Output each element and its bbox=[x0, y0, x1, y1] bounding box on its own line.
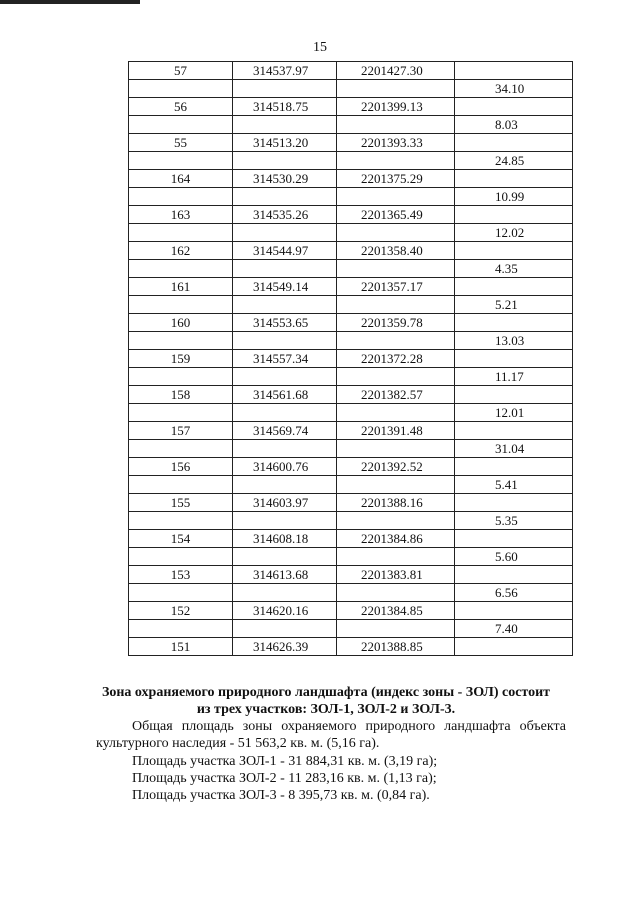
table-row bbox=[129, 638, 573, 656]
area-1-line: Площадь участка ЗОЛ-1 - 31 884,31 кв. м. (3,19 га); bbox=[132, 754, 438, 769]
area-3-line: Площадь участка ЗОЛ-3 - 8 395,73 кв. м. (0,84 га). bbox=[132, 788, 430, 803]
table-row bbox=[129, 206, 573, 224]
y-coordinate-cell: 2201427.30 bbox=[337, 62, 455, 80]
y-coordinate-cell bbox=[337, 260, 455, 278]
y-coordinate-cell bbox=[337, 116, 455, 134]
table-row bbox=[129, 62, 573, 80]
table-row bbox=[129, 260, 573, 278]
x-coordinate-cell: 314603.97 bbox=[233, 494, 337, 512]
distance-cell bbox=[455, 170, 573, 188]
distance-cell: 7.40 bbox=[455, 620, 573, 638]
y-coordinate-cell bbox=[337, 512, 455, 530]
point-number-cell: 154 bbox=[129, 530, 233, 548]
y-coordinate-cell bbox=[337, 404, 455, 422]
page-number: 15 bbox=[313, 40, 327, 55]
coordinates-table bbox=[128, 61, 573, 656]
y-coordinate-cell: 2201359.78 bbox=[337, 314, 455, 332]
distance-cell: 5.21 bbox=[455, 296, 573, 314]
y-coordinate-cell bbox=[337, 188, 455, 206]
point-number-cell bbox=[129, 548, 233, 566]
y-coordinate-cell bbox=[337, 620, 455, 638]
coordinates-table-body bbox=[129, 62, 573, 656]
distance-cell bbox=[455, 386, 573, 404]
x-coordinate-cell bbox=[233, 620, 337, 638]
table-row bbox=[129, 386, 573, 404]
table-row bbox=[129, 80, 573, 98]
distance-cell: 12.01 bbox=[455, 404, 573, 422]
x-coordinate-cell: 314513.20 bbox=[233, 134, 337, 152]
distance-cell bbox=[455, 134, 573, 152]
table-row bbox=[129, 314, 573, 332]
table-row bbox=[129, 602, 573, 620]
distance-cell: 5.35 bbox=[455, 512, 573, 530]
x-coordinate-cell: 314620.16 bbox=[233, 602, 337, 620]
point-number-cell: 155 bbox=[129, 494, 233, 512]
table-row bbox=[129, 458, 573, 476]
table-row bbox=[129, 422, 573, 440]
distance-cell: 10.99 bbox=[455, 188, 573, 206]
x-coordinate-cell bbox=[233, 584, 337, 602]
y-coordinate-cell: 2201365.49 bbox=[337, 206, 455, 224]
x-coordinate-cell: 314557.34 bbox=[233, 350, 337, 368]
y-coordinate-cell bbox=[337, 224, 455, 242]
table-row bbox=[129, 188, 573, 206]
x-coordinate-cell: 314553.65 bbox=[233, 314, 337, 332]
distance-cell: 12.02 bbox=[455, 224, 573, 242]
point-number-cell: 159 bbox=[129, 350, 233, 368]
distance-cell bbox=[455, 422, 573, 440]
table-row bbox=[129, 620, 573, 638]
y-coordinate-cell bbox=[337, 296, 455, 314]
point-number-cell: 152 bbox=[129, 602, 233, 620]
x-coordinate-cell: 314544.97 bbox=[233, 242, 337, 260]
point-number-cell: 153 bbox=[129, 566, 233, 584]
point-number-cell bbox=[129, 368, 233, 386]
point-number-cell bbox=[129, 512, 233, 530]
point-number-cell: 163 bbox=[129, 206, 233, 224]
point-number-cell bbox=[129, 260, 233, 278]
table-row bbox=[129, 296, 573, 314]
y-coordinate-cell: 2201399.13 bbox=[337, 98, 455, 116]
distance-cell bbox=[455, 350, 573, 368]
point-number-cell: 57 bbox=[129, 62, 233, 80]
x-coordinate-cell bbox=[233, 512, 337, 530]
distance-cell: 6.56 bbox=[455, 584, 573, 602]
point-number-cell: 151 bbox=[129, 638, 233, 656]
point-number-cell: 55 bbox=[129, 134, 233, 152]
x-coordinate-cell bbox=[233, 476, 337, 494]
distance-cell bbox=[455, 62, 573, 80]
point-number-cell: 156 bbox=[129, 458, 233, 476]
y-coordinate-cell: 2201388.16 bbox=[337, 494, 455, 512]
y-coordinate-cell bbox=[337, 152, 455, 170]
distance-cell bbox=[455, 638, 573, 656]
distance-cell bbox=[455, 530, 573, 548]
point-number-cell bbox=[129, 116, 233, 134]
point-number-cell bbox=[129, 296, 233, 314]
point-number-cell: 160 bbox=[129, 314, 233, 332]
table-row bbox=[129, 350, 573, 368]
distance-cell: 5.60 bbox=[455, 548, 573, 566]
x-coordinate-cell: 314613.68 bbox=[233, 566, 337, 584]
distance-cell: 11.17 bbox=[455, 368, 573, 386]
x-coordinate-cell bbox=[233, 224, 337, 242]
point-number-cell bbox=[129, 152, 233, 170]
point-number-cell: 157 bbox=[129, 422, 233, 440]
table-row bbox=[129, 512, 573, 530]
y-coordinate-cell: 2201392.52 bbox=[337, 458, 455, 476]
x-coordinate-cell bbox=[233, 296, 337, 314]
table-row bbox=[129, 368, 573, 386]
x-coordinate-cell bbox=[233, 116, 337, 134]
point-number-cell: 158 bbox=[129, 386, 233, 404]
distance-cell bbox=[455, 206, 573, 224]
distance-cell: 13.03 bbox=[455, 332, 573, 350]
x-coordinate-cell bbox=[233, 368, 337, 386]
y-coordinate-cell bbox=[337, 332, 455, 350]
point-number-cell bbox=[129, 440, 233, 458]
distance-cell bbox=[455, 494, 573, 512]
point-number-cell: 161 bbox=[129, 278, 233, 296]
distance-cell bbox=[455, 458, 573, 476]
table-row bbox=[129, 278, 573, 296]
y-coordinate-cell: 2201384.86 bbox=[337, 530, 455, 548]
point-number-cell bbox=[129, 620, 233, 638]
table-row bbox=[129, 332, 573, 350]
distance-cell bbox=[455, 602, 573, 620]
x-coordinate-cell: 314530.29 bbox=[233, 170, 337, 188]
distance-cell: 8.03 bbox=[455, 116, 573, 134]
table-row bbox=[129, 152, 573, 170]
distance-cell: 4.35 bbox=[455, 260, 573, 278]
distance-cell: 34.10 bbox=[455, 80, 573, 98]
y-coordinate-cell: 2201357.17 bbox=[337, 278, 455, 296]
x-coordinate-cell bbox=[233, 404, 337, 422]
x-coordinate-cell: 314549.14 bbox=[233, 278, 337, 296]
y-coordinate-cell bbox=[337, 440, 455, 458]
point-number-cell bbox=[129, 404, 233, 422]
point-number-cell: 162 bbox=[129, 242, 233, 260]
point-number-cell bbox=[129, 332, 233, 350]
table-row bbox=[129, 548, 573, 566]
x-coordinate-cell: 314569.74 bbox=[233, 422, 337, 440]
x-coordinate-cell bbox=[233, 260, 337, 278]
x-coordinate-cell bbox=[233, 440, 337, 458]
distance-cell bbox=[455, 314, 573, 332]
table-row bbox=[129, 242, 573, 260]
point-number-cell bbox=[129, 476, 233, 494]
table-row bbox=[129, 224, 573, 242]
point-number-cell bbox=[129, 80, 233, 98]
table-row bbox=[129, 476, 573, 494]
y-coordinate-cell bbox=[337, 548, 455, 566]
table-row bbox=[129, 404, 573, 422]
scan-edge-mark bbox=[0, 0, 140, 4]
y-coordinate-cell bbox=[337, 584, 455, 602]
table-row bbox=[129, 566, 573, 584]
y-coordinate-cell: 2201382.57 bbox=[337, 386, 455, 404]
y-coordinate-cell: 2201384.85 bbox=[337, 602, 455, 620]
table-row bbox=[129, 494, 573, 512]
point-number-cell: 164 bbox=[129, 170, 233, 188]
total-area-paragraph: Общая площадь зоны охраняемого природного ландшафта объекта культурного наследия - 51 563,2 кв. м. (5,16 га). bbox=[96, 719, 566, 751]
distance-cell bbox=[455, 242, 573, 260]
distance-cell bbox=[455, 278, 573, 296]
table-row bbox=[129, 134, 573, 152]
table-row bbox=[129, 530, 573, 548]
y-coordinate-cell bbox=[337, 368, 455, 386]
x-coordinate-cell: 314626.39 bbox=[233, 638, 337, 656]
y-coordinate-cell: 2201388.85 bbox=[337, 638, 455, 656]
x-coordinate-cell: 314537.97 bbox=[233, 62, 337, 80]
x-coordinate-cell: 314535.26 bbox=[233, 206, 337, 224]
y-coordinate-cell: 2201383.81 bbox=[337, 566, 455, 584]
x-coordinate-cell bbox=[233, 152, 337, 170]
y-coordinate-cell: 2201393.33 bbox=[337, 134, 455, 152]
x-coordinate-cell bbox=[233, 188, 337, 206]
distance-cell: 24.85 bbox=[455, 152, 573, 170]
point-number-cell bbox=[129, 224, 233, 242]
y-coordinate-cell: 2201375.29 bbox=[337, 170, 455, 188]
table-row bbox=[129, 440, 573, 458]
x-coordinate-cell bbox=[233, 80, 337, 98]
point-number-cell bbox=[129, 188, 233, 206]
x-coordinate-cell: 314518.75 bbox=[233, 98, 337, 116]
y-coordinate-cell bbox=[337, 476, 455, 494]
table-row bbox=[129, 584, 573, 602]
x-coordinate-cell: 314600.76 bbox=[233, 458, 337, 476]
distance-cell bbox=[455, 566, 573, 584]
y-coordinate-cell: 2201372.28 bbox=[337, 350, 455, 368]
x-coordinate-cell bbox=[233, 332, 337, 350]
area-2-line: Площадь участка ЗОЛ-2 - 11 283,16 кв. м. (1,13 га); bbox=[132, 771, 437, 786]
table-row bbox=[129, 98, 573, 116]
y-coordinate-cell: 2201358.40 bbox=[337, 242, 455, 260]
distance-cell: 31.04 bbox=[455, 440, 573, 458]
distance-cell bbox=[455, 98, 573, 116]
x-coordinate-cell bbox=[233, 548, 337, 566]
x-coordinate-cell: 314561.68 bbox=[233, 386, 337, 404]
point-number-cell: 56 bbox=[129, 98, 233, 116]
distance-cell: 5.41 bbox=[455, 476, 573, 494]
y-coordinate-cell: 2201391.48 bbox=[337, 422, 455, 440]
table-row bbox=[129, 116, 573, 134]
table-row bbox=[129, 170, 573, 188]
y-coordinate-cell bbox=[337, 80, 455, 98]
zone-title: Зона охраняемого природного ландшафта (индекс зоны - ЗОЛ) состоит из трех участков: ЗОЛ-1, ЗОЛ-2 и ЗОЛ-3. bbox=[101, 685, 551, 717]
x-coordinate-cell: 314608.18 bbox=[233, 530, 337, 548]
point-number-cell bbox=[129, 584, 233, 602]
